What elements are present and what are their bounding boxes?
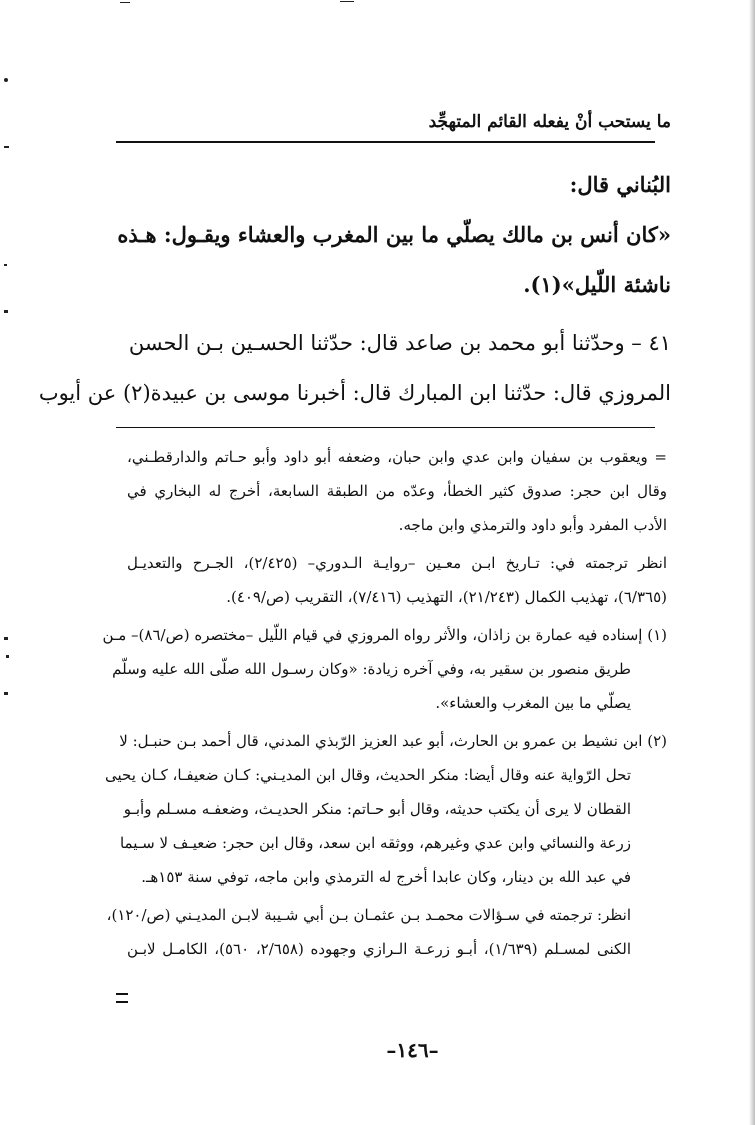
page-number: –١٤٦–	[386, 1038, 439, 1062]
footnote-line: القطان لا يرى أن يكتب حديثه، وقال أبو حـاتم: منكر الحديـث، وضعفـه مسـلم وأبـو	[123, 800, 631, 818]
footnote-line: انظر: ترجمته في سـؤالات محمـد بـن عثمـان بـن أبي شـيبة لابـن المديـني (ص/١٢٠)،	[106, 906, 631, 924]
page-edge-shadow	[749, 0, 755, 1125]
footnotes	[102, 440, 667, 966]
footnote-2: (٢) ابن نشيط بن عمرو بن الحارث، أبو عبد العزيز الرّبذي المدني، قال أحمد بـن حنبـل: لا	[119, 732, 667, 750]
text-line: المروزي قال: حدّثنا ابن المبارك قال: أخبرنا موسى بن عبيدة(٢) عن أيوب	[38, 381, 671, 405]
scan-mark	[120, 2, 130, 3]
footnote-line: (٦/٣٦٥)، تهذيب الكمال (٢١/٢٤٣)، التهذيب (٧/٤١٦)، التقريب (ص/٤٠٩).	[226, 588, 667, 606]
text-line: ناشئة اللّيل»(١).	[523, 272, 671, 297]
scan-mark	[4, 78, 8, 82]
footnote-1: (١) إسناده فيه عمارة بن زاذان، والأثر رواه المروزي في قيام اللّيل –مختصره (ص/٨٦)– مـن	[102, 626, 667, 644]
footnote-rule	[116, 427, 655, 428]
main-text	[38, 160, 671, 418]
footnote-line: طريق منصور بن سقير به، وفي آخره زيادة: «وكان رسـول الله صلّى الله عليه وسلّم	[112, 660, 631, 678]
footnote-line: زرعة والنسائي وابن عدي وغيرهم، ووثقه ابن سعد، وقال ابن حجر: ضعيـف لا سـيما	[119, 834, 631, 852]
text-line: ٤١ – وحدّثنا أبو محمد بن صاعد قال: حدّثنا الحسـين بـن الحسن	[128, 331, 671, 355]
footnote-line: الأدب المفرد وأبو داود والترمذي وابن ماجه.	[398, 516, 667, 534]
text-line: «كان أنس بن مالك يصلّي ما بين المغرب والعشاء ويقـول: هـذه	[117, 222, 671, 247]
footnote-line: في عبد الله بن دينار، وكان عابدا أخرج له الترمذي وابن ماجه، توفي سنة ١٥٣هـ.	[141, 868, 631, 886]
scan-mark	[4, 146, 9, 148]
footnote-line: = ويعقوب بن سفيان وابن عدي وابن حبان، وضعفه أبو داود وأبو حـاتم والدارقطـني،	[127, 448, 667, 466]
footnote-line: يصلّي ما بين المغرب والعشاء».	[435, 694, 631, 712]
scan-mark	[4, 692, 8, 695]
footnote-line: الكنى لمسـلم (١/٦٣٩)، أبـو زرعـة الـرازي وجهوده (٢/٦٥٨، ٥٦٠)، الكامـل لابـن	[127, 940, 631, 958]
footnote-line: وقال ابن حجر: صدوق كثير الخطأ، وعدّه من الطبقة السابعة، أخرج له البخاري في	[127, 482, 667, 500]
continuation-mark	[116, 993, 128, 1003]
scan-mark	[6, 655, 9, 658]
scan-mark	[4, 637, 8, 640]
scan-mark	[4, 264, 7, 266]
running-header: ما يستحب أنْ يفعله القائم المتهجِّد	[428, 112, 671, 132]
footnote-line: تحل الرّواية عنه وقال أيضا: منكر الحديث، وقال ابن المديـني: كـان ضعيفـا، كـان يحيى	[105, 766, 631, 784]
footnote-line: انظر ترجمته في: تـاريخ ابـن معـين –روايـة الـدوري– (٢/٤٢٥)، الجـرح والتعديـل	[127, 554, 667, 572]
text-line: البُناني قال:	[569, 172, 671, 197]
header-rule	[116, 141, 655, 143]
scan-mark	[4, 310, 8, 313]
scan-mark	[340, 1, 354, 2]
